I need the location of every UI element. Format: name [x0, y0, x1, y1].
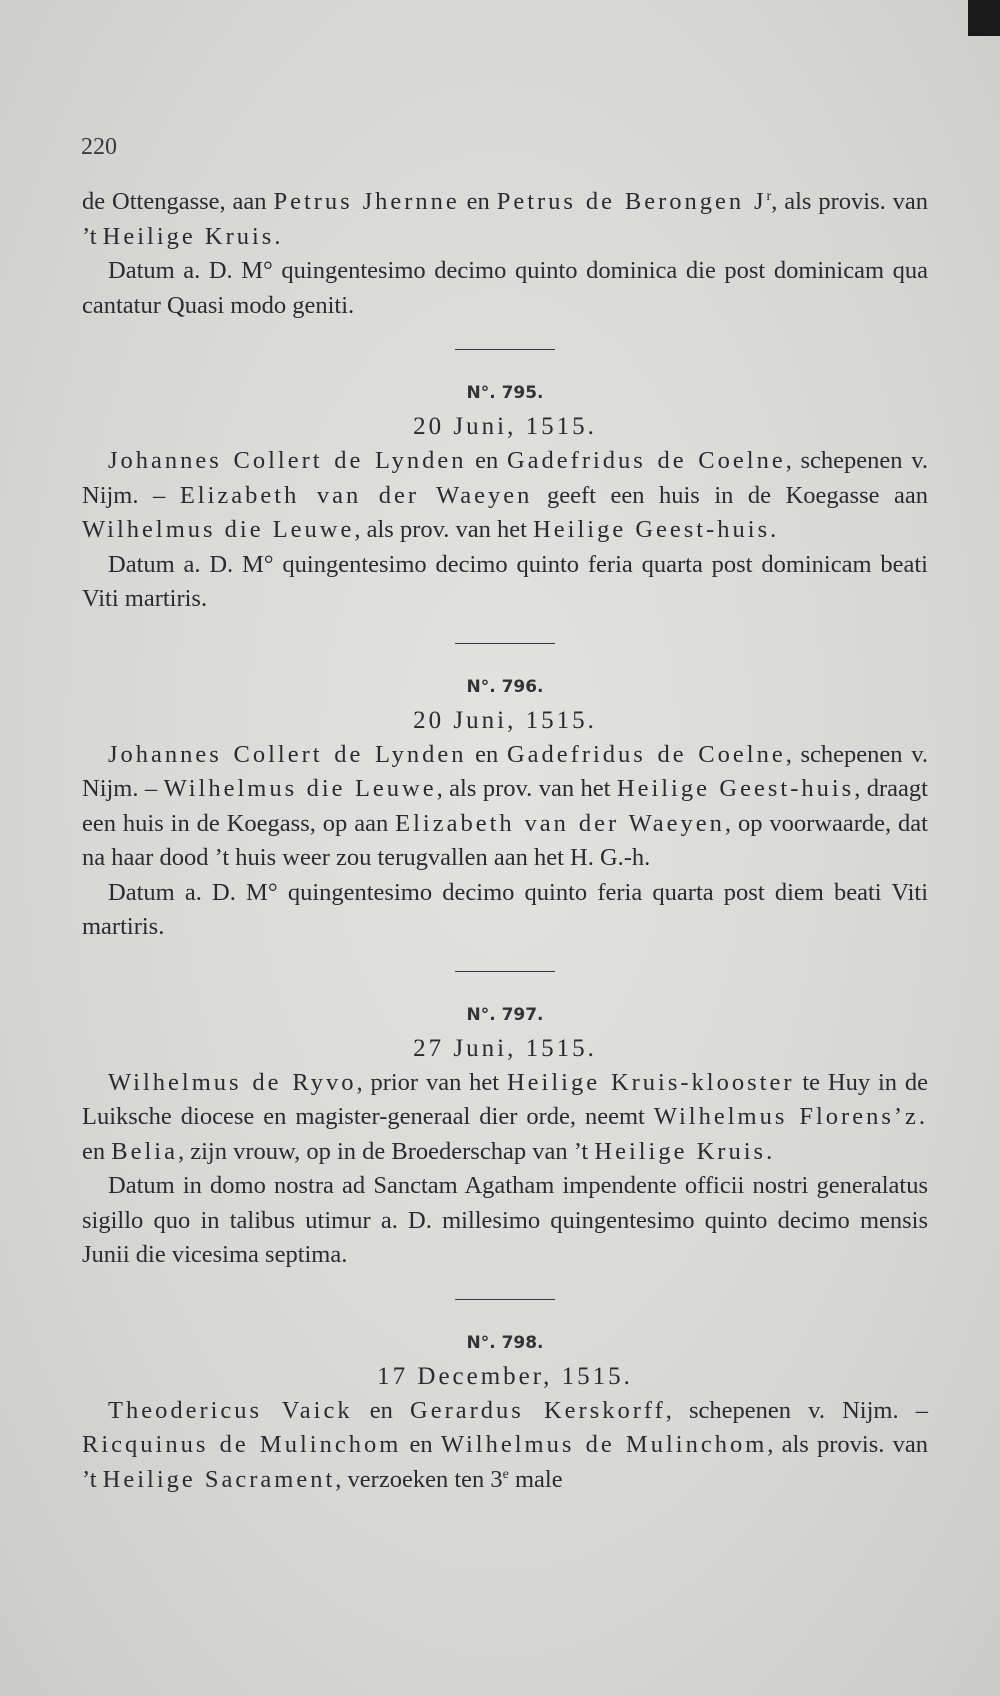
- entry-datum: Datum a. D. M° quingentesimo decimo quinto feria quarta post diem beati Viti martiris.: [82, 878, 928, 940]
- entry-text: Johannes Collert de Lynden en Gadefridus de Coelne, schepenen v. Nijm. – Elizabeth van der Waeyen geeft een huis in de Koegasse aan Wilhelmus die Leuwe, als prov. van het Heilige Geest-huis.: [82, 447, 928, 543]
- entry-text: Wilhelmus de Ryvo, prior van het Heilige Kruis-klooster te Huy in de Luiksche diocese en magister-generaal dier orde, neemt Wilhelmus Florens’z. en Belia, zijn vrouw, op in de Broederschap van ’t Heilige Kruis.: [82, 1068, 929, 1165]
- section-divider: [455, 349, 555, 350]
- section-divider: [455, 643, 555, 644]
- entry-number: N°. 797.: [466, 1004, 544, 1025]
- entry-date: 20 Juni, 1515.: [413, 706, 597, 734]
- entry-number: N°. 796.: [466, 676, 544, 697]
- scan-corner-mark: [968, 0, 1000, 36]
- entry-number: N°. 795.: [466, 383, 544, 403]
- entry-text: Johannes Collert de Lynden en Gadefridus de Coelne, schepenen v. Nijm. – Wilhelmus die Leuwe, als prov. van het Heilige Geest-huis, draagt een huis in de Koegass, op aan Elizabeth van der Waeyen, op voorwaarde, dat na haar dood ’t huis weer zou terugvallen aan het H. G.-h.: [82, 740, 928, 871]
- section-divider: [455, 1299, 555, 1300]
- page-content: [82, 185, 928, 1497]
- entry-date: 27 Juni, 1515.: [413, 1034, 597, 1062]
- page-number: 220: [81, 134, 117, 160]
- intro-paragraph: de Ottengasse, aan Petrus Jhernne en Petrus de Berongen $J^r$, als provis. van ’t Heilige Kruis.: [82, 188, 929, 250]
- intro-datum: Datum a. D. M° quingentesimo decimo quinto dominica die post dominicam qua cantatur Quasi modo geniti.: [82, 257, 928, 319]
- entry-text: Theodericus Vaick en Gerardus Kerskorff, schepenen v. Nijm. – Ricquinus de Mulinchom en Wilhelmus de Mulinchom, als provis. van ’t Heilige Sacrament, verzoeken ten 3e male: [82, 1396, 928, 1493]
- entry-datum: Datum a. D. M° quingentesimo decimo quinto feria quarta post dominicam beati Viti martiris.: [82, 550, 928, 612]
- entry-datum: Datum in domo nostra ad Sanctam Agatham impendente officii nostri generalatus sigillo quo in talibus utimur a. D. millesimo quingentesimo quinto decimo mensis Junii die vicesima septima.: [82, 1172, 928, 1268]
- section-divider: [455, 971, 555, 972]
- entry-date: 17 December, 1515.: [377, 1362, 633, 1390]
- entry-number: N°. 798.: [466, 1332, 544, 1353]
- entry-date: 20 Juni, 1515.: [413, 413, 597, 440]
